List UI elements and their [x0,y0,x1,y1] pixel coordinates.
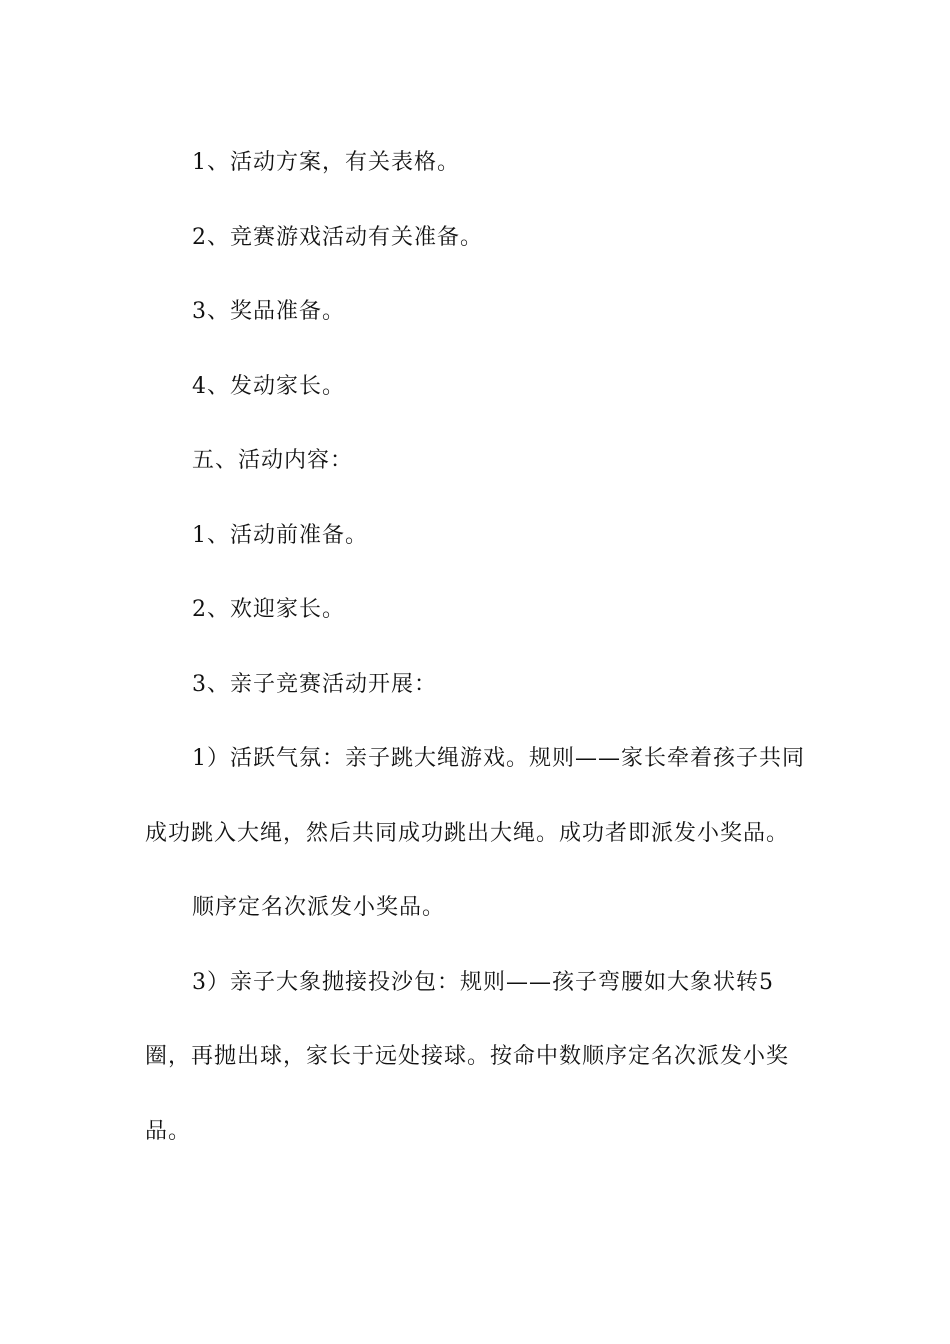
paragraph-9: 1）活跃气氛：亲子跳大绳游戏。规则——家长牵着孩子共同成功跳入大绳，然后共同成功跳出大绳。成功者即派发小奖品。 [145,746,805,846]
section-heading-activity-content: 五、活动内容： [192,448,354,473]
paragraph-11: 3）亲子大象抛接投沙包：规则——孩子弯腰如大象状转5圈，再抛出球，家长于远处接球。按命中数顺序定名次派发小奖品。 [145,969,790,1144]
paragraph-4: 4、发动家长。 [192,373,345,399]
paragraph-6: 1、活动前准备。 [192,522,368,548]
paragraph-8: 3、亲子竞赛活动开展： [192,671,437,697]
paragraph-2: 2、竞赛游戏活动有关准备。 [192,224,483,250]
paragraph-7: 2、欢迎家长。 [192,597,345,622]
paragraph-3: 3、奖品准备。 [192,299,345,324]
document-body [145,126,810,1169]
paragraph-1: 1、活动方案，有关表格。 [192,150,460,175]
paragraph-10: 顺序定名次派发小奖品。 [192,895,446,920]
